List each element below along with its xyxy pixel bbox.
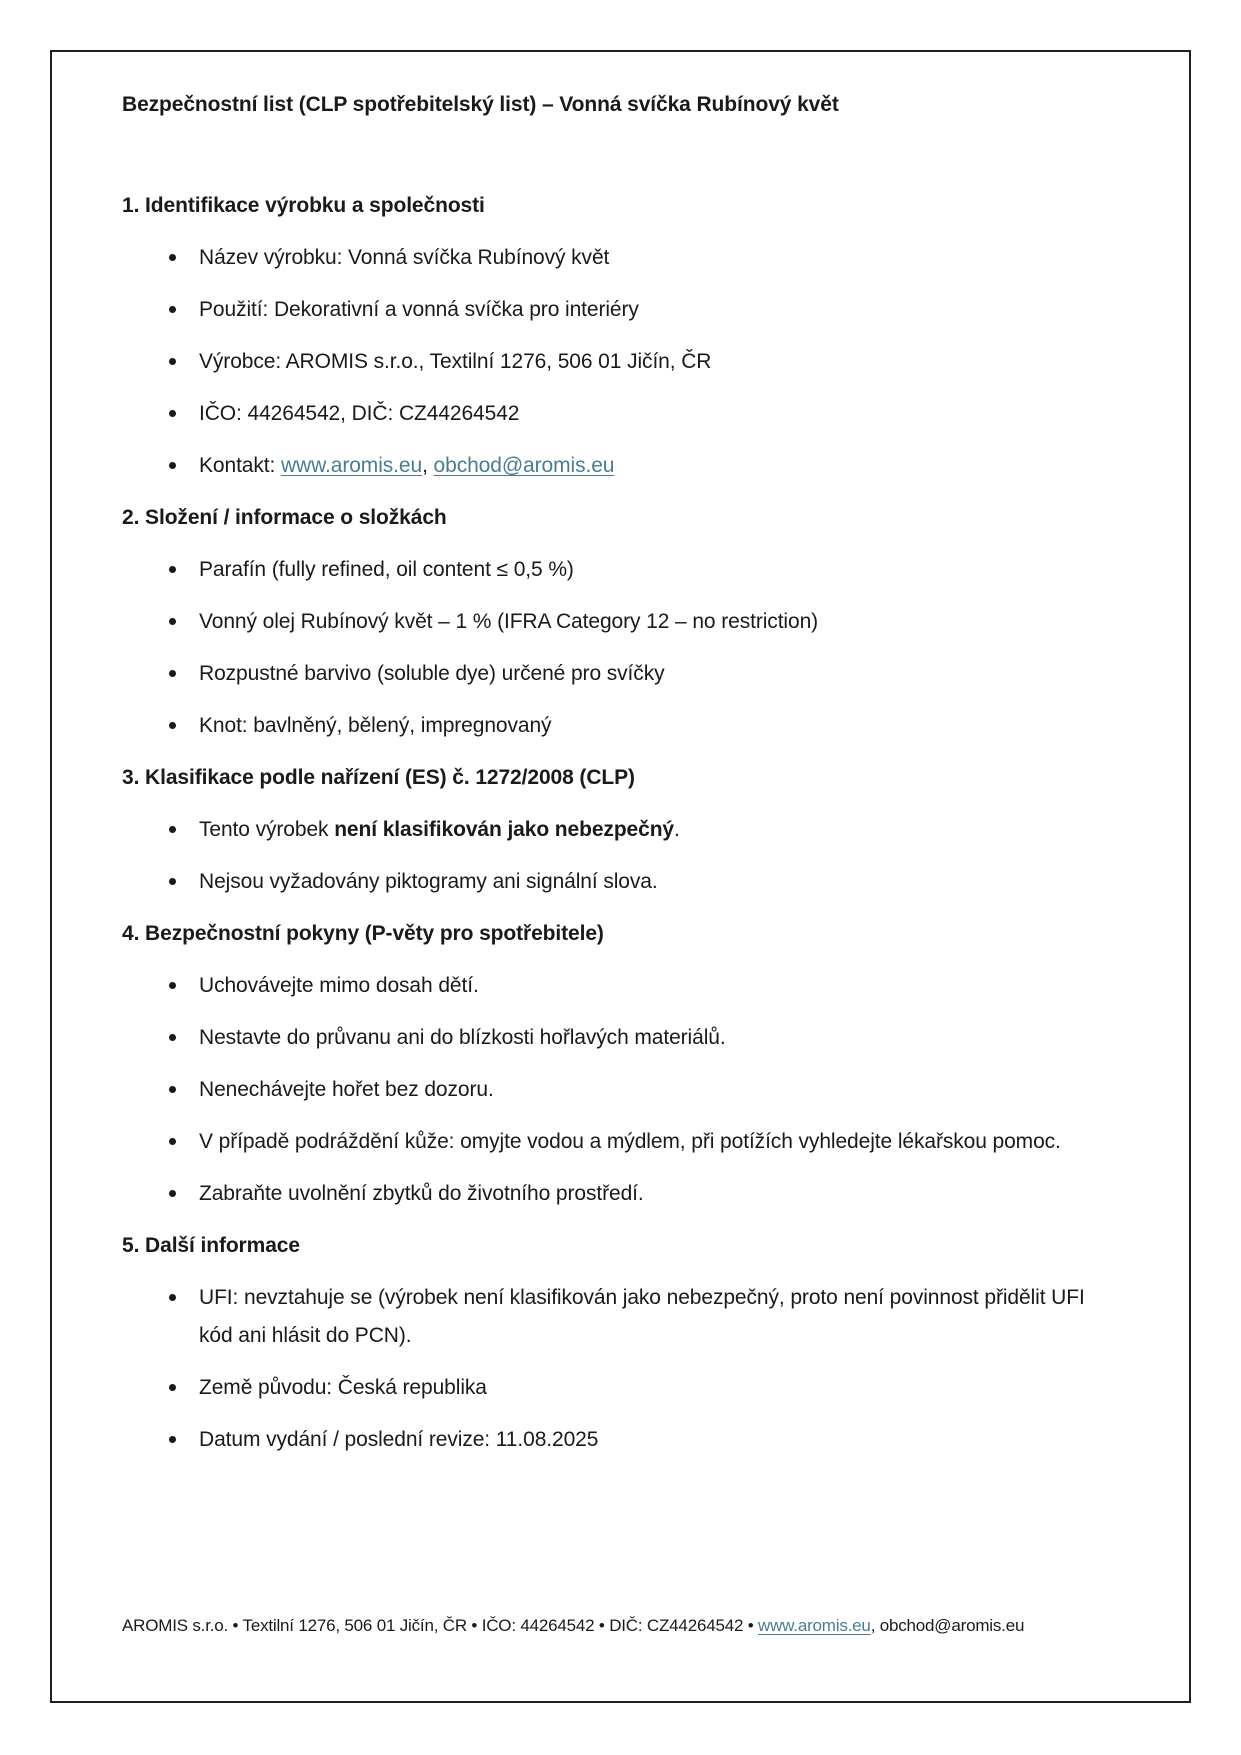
text-segment: UFI: nevztahuje se (výrobek není klasifikován jako nebezpečný, proto není povinnost přidělit UFI kód ani hlásit do PCN). [199, 1286, 1085, 1347]
text-segment: Země původu: Česká republika [199, 1376, 487, 1399]
section-heading: 4. Bezpečnostní pokyny (P-věty pro spotřebitele) [122, 922, 604, 945]
text-segment: Nejsou vyžadovány piktogramy ani signální slova. [199, 870, 658, 893]
list-item [122, 1369, 1119, 1407]
text-segment: AROMIS s.r.o. • Textilní 1276, 506 01 Jičín, ČR • IČO: 44264542 • DIČ: CZ44264542 • [122, 1616, 759, 1635]
hyperlink[interactable]: obchod@aromis.eu [433, 454, 615, 477]
section-heading: 3. Klasifikace podle nařízení (ES) č. 1272/2008 (CLP) [122, 766, 635, 789]
list-item [122, 1279, 1119, 1355]
document-title: Bezpečnostní list (CLP spotřebitelský list) – Vonná svíčka Rubínový květ [122, 93, 839, 116]
list-item [122, 1071, 1119, 1109]
text-segment: Kontakt: [199, 454, 281, 477]
bullet-icon [169, 1384, 176, 1391]
list-item [122, 343, 1119, 381]
text-segment: Parafín (fully refined, oil content ≤ 0,5 %) [199, 558, 574, 581]
text-segment: Rozpustné barvivo (soluble dye) určené pro svíčky [199, 662, 665, 685]
bullet-icon [169, 306, 176, 313]
bullet-icon [169, 670, 176, 677]
text-segment: Uchovávejte mimo dosah dětí. [199, 974, 479, 997]
list-item [122, 863, 1119, 901]
hyperlink[interactable]: www.aromis.eu [758, 1616, 871, 1635]
list-item [122, 603, 1119, 641]
bullet-icon [169, 1138, 176, 1145]
bullet-icon [169, 566, 176, 573]
text-segment: Knot: bavlněný, bělený, impregnovaný [199, 714, 552, 737]
text-segment: V případě podráždění kůže: omyjte vodou a mýdlem, při potížích vyhledejte lékařskou pomoc. [199, 1130, 1061, 1153]
bullet-icon [169, 826, 176, 833]
bullet-icon [169, 254, 176, 261]
list-item [122, 1421, 1119, 1459]
text-segment: Název výrobku: Vonná svíčka Rubínový květ [199, 246, 610, 269]
list-item [122, 707, 1119, 745]
list-item [122, 291, 1119, 329]
text-segment: Nenechávejte hořet bez dozoru. [199, 1078, 494, 1101]
list-item [122, 1175, 1119, 1213]
text-segment: , obchod@aromis.eu [870, 1616, 1025, 1635]
text-segment: Zabraňte uvolnění zbytků do životního prostředí. [199, 1182, 644, 1205]
list-item [122, 447, 1119, 485]
list-item [122, 1019, 1119, 1057]
list-item [122, 551, 1119, 589]
text-segment: , [422, 454, 434, 477]
section-heading: 5. Další informace [122, 1234, 300, 1257]
page-footer [122, 1614, 1119, 1638]
document-body [122, 187, 1119, 1459]
bullet-icon [169, 1294, 176, 1301]
list-item [122, 239, 1119, 277]
text-segment: Použití: Dekorativní a vonná svíčka pro interiéry [199, 298, 639, 321]
text-segment: Datum vydání / poslední revize: 11.08.2025 [199, 1428, 599, 1451]
list-item [122, 395, 1119, 433]
bullet-icon [169, 410, 176, 417]
text-segment: . [674, 818, 680, 841]
bullet-icon [169, 982, 176, 989]
hyperlink[interactable]: www.aromis.eu [280, 454, 423, 477]
section-heading: 2. Složení / informace o složkách [122, 506, 447, 529]
bullet-icon [169, 358, 176, 365]
list-item [122, 655, 1119, 693]
bullet-icon [169, 462, 176, 469]
bullet-icon [169, 618, 176, 625]
list-item [122, 967, 1119, 1005]
text-segment: Vonný olej Rubínový květ – 1 % (IFRA Category 12 – no restriction) [199, 610, 819, 633]
text-segment: Tento výrobek [199, 818, 335, 841]
bullet-icon [169, 722, 176, 729]
bullet-icon [169, 1034, 176, 1041]
bullet-icon [169, 878, 176, 885]
text-segment: Výrobce: AROMIS s.r.o., Textilní 1276, 506 01 Jičín, ČR [199, 350, 712, 373]
list-item [122, 1123, 1119, 1161]
bold-text: není klasifikován jako nebezpečný [334, 818, 675, 841]
bullet-icon [169, 1086, 176, 1093]
list-item [122, 811, 1119, 849]
bullet-icon [169, 1190, 176, 1197]
bullet-icon [169, 1436, 176, 1443]
text-segment: IČO: 44264542, DIČ: CZ44264542 [199, 402, 520, 425]
document-page [50, 50, 1191, 1703]
section-heading: 1. Identifikace výrobku a společnosti [122, 194, 485, 217]
text-segment: Nestavte do průvanu ani do blízkosti hořlavých materiálů. [199, 1026, 726, 1049]
